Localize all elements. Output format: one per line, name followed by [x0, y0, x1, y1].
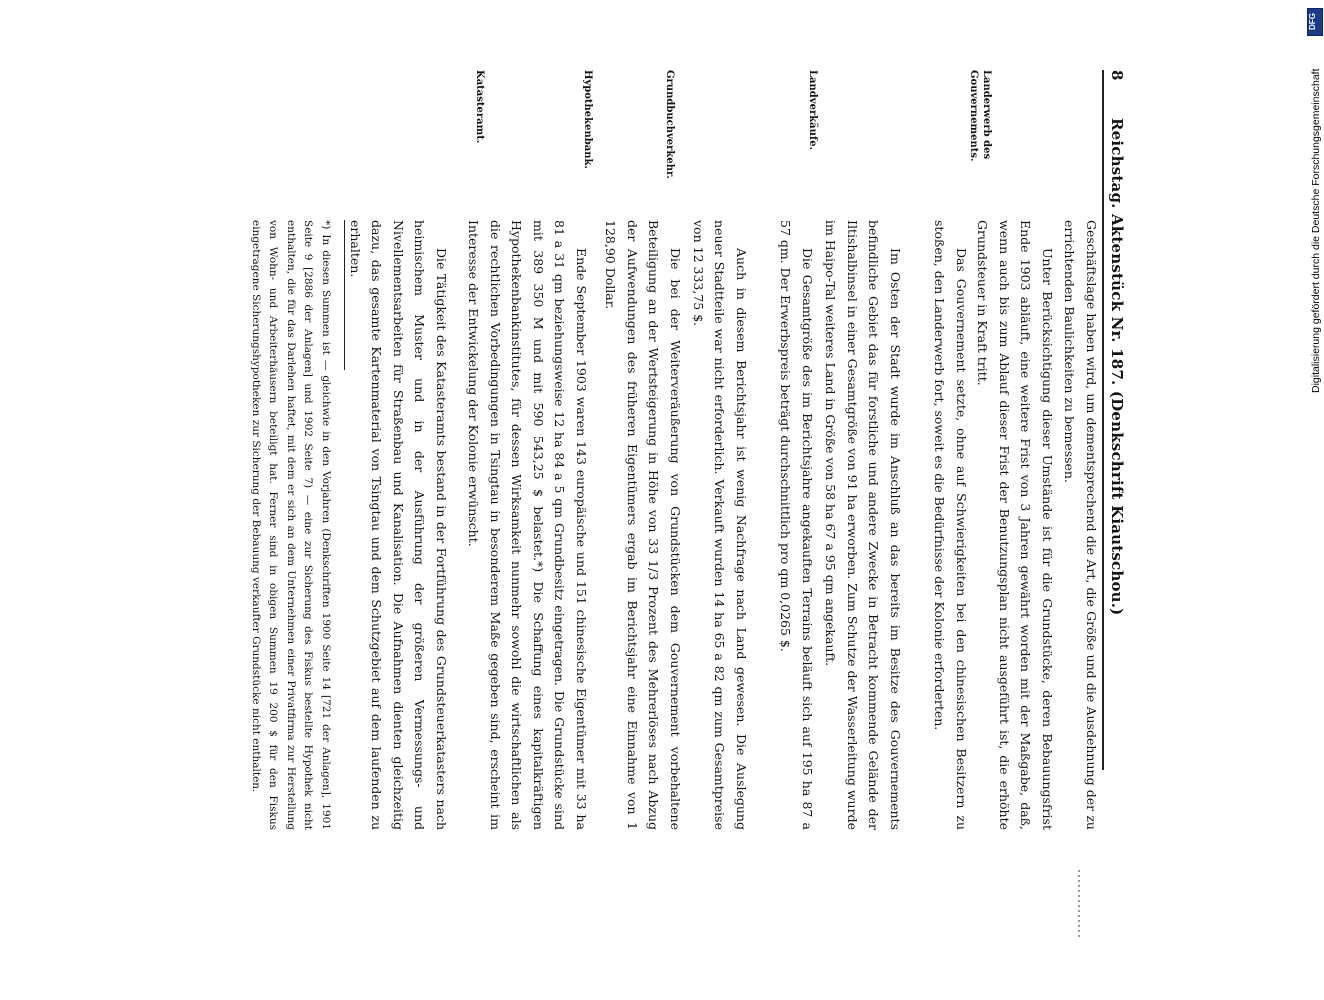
footnote: *) In diesen Summen ist — gleichwie in den Vorjahren (Denkschriften 1900 Seite 14 [721 der Anlagen], 1901 Seite 9 [2886 der Anlagen] und 1902 Seite 7) — eine zur Sicherung des Fiskus bestellte Hypothek nicht enthalten, die für das Darlehen haftet, mit dem er sich an dem Unternehmen einer Privatfirma zur Herstellung von Wohn- und Arbeiterhäusern beteiligt hat. Ferner sind in obigen Summen 19 200 $ für den Fiskus eingetragene Sicherungshypotheken zur Sicherung der Bebauung verkaufter Grundstücke nicht enthalten.	[250, 220, 332, 830]
header-title: Reichstag. Aktenstück Nr. 187. (Denkschrift Kiautschou.)	[1108, 118, 1126, 616]
margin-note-landerwerb: Landerwerb des Gouvernements.	[968, 70, 992, 162]
paragraph-1: Geschäftslage haben wird, um dementsprechend die Art, die Größe und die Ausdehnung der zu errichtenden Baulichkeiten zu bemessen.	[1062, 220, 1099, 830]
paragraph-9: Die Tätigkeit des Katasteramts bestand in der Fortführung des Grundsteuerkatasters nach heimischem Muster und in der Ausführung der größeren Vermessungs- und Nivellementsarbeiten für Straßenbau und Kanalisation. Die Aufnahmen dienten gleichzeitig dazu, das gesamte Kartenmaterial von Tsingtau und dem Schutzgebiet auf dem laufenden zu erhalten.	[348, 220, 449, 830]
paragraph-8: Ende September 1903 waren 143 europäische und 151 chinesische Eigentümer mit 33 ha 81 a 31 qm beziehungsweise 12 ha 84 a 5 qm Grundbesitz eingetragen. Die Grundstücke sind mit 389 350 M und mit 590 543,25 $ belastet.*) Die Schaffung eines kapitalkräftigen Hypothekenbankinstitutes, für dessen Wirksamkeit nunmehr sowohl die wirtschaftlichen als die rechtlichen Vorbedingungen in Tsingtau in besonderem Maße gegeben sind, erscheint im Interesse der Entwickelung der Kolonie erwünscht.	[466, 220, 589, 830]
page-header	[1102, 70, 1126, 770]
paragraph-6: Auch in diesem Berichtsjahr ist wenig Nachfrage nach Land gewesen. Die Auslegung neuer Stadtteile war nicht erforderlich. Verkauft wurden 14 ha 65 a 82 qm zum Gesamtpreise von 12 333,75 $.	[691, 220, 749, 830]
paragraph-7: Die bei der Weiterveräußerung von Grundstücken dem Gouvernement vorbehaltene Beteiligung an der Wertsteigerung in Höhe von 33 1/3 Prozent des Mehrerlöses nach Abzug der Aufwendungen des früheren Eigentümers ergab im Berichtsjahr eine Einnahme von 1 128,90 Dollar.	[603, 220, 683, 830]
footnote-rule	[344, 220, 345, 370]
scan-speck	[1078, 870, 1080, 940]
margin-note-grundbuchverkehr: Grundbuchverkehr.	[664, 70, 675, 179]
paragraph-4: Im Osten der Stadt wurde im Anschluß an das bereits im Besitze des Gouvernements befindliche Gebiet das für forstliche und andere Zwecke in Betracht kommende Gelände der Iltishalbinsel in einer Gesamtgröße von 91 ha erworben. Zum Schutze der Wasserleitung wurde im Haipo-Tal weiteres Land in Größe von 58 ha 67 a 95 qm angekauft.	[823, 220, 903, 830]
paragraph-2: Unter Berücksichtigung dieser Umstände ist für die Grundstücke, deren Bebauungsfrist Ende 1903 abläuft, eine weitere Frist von 3 Jahren gewährt worden mit der Maßgabe, daß, wenn auch bis zum Ablauf dieser Frist der Benutzungsplan nicht ausgeführt ist, die erhöhte Grundsteuer in Kraft tritt.	[975, 220, 1055, 830]
margin-note-katasteramt: Katasteramt.	[474, 70, 485, 144]
paragraph-3: Das Gouvernement setzte, ohne auf Schwierigkeiten bei den chinesischen Besitzern zu stoßen, den Landerwerb fort, soweit es die Bedürfnisse der Kolonie erforderten.	[932, 220, 969, 830]
margin-note-landverkaeufe: Landverkäufe.	[807, 70, 818, 151]
margin-note-hypothekenbank: Hypothekenbank.	[582, 70, 593, 169]
dfg-logo-text: DFG	[1307, 13, 1317, 30]
paragraph-5: Die Gesamtgröße des im Berichtsjahre angekauften Terrains beläuft sich auf 195 ha 87 a 57 qm. Der Erwerbspreis beträgt durchschnittlich pro qm 0,0265 $.	[778, 220, 815, 830]
page-number: 8	[1108, 70, 1126, 81]
dfg-credit-text: Digitalisierung gefördert durch die Deutsche Forschungsgemeinschaft	[1310, 68, 1322, 393]
document-page	[80, 70, 1140, 970]
